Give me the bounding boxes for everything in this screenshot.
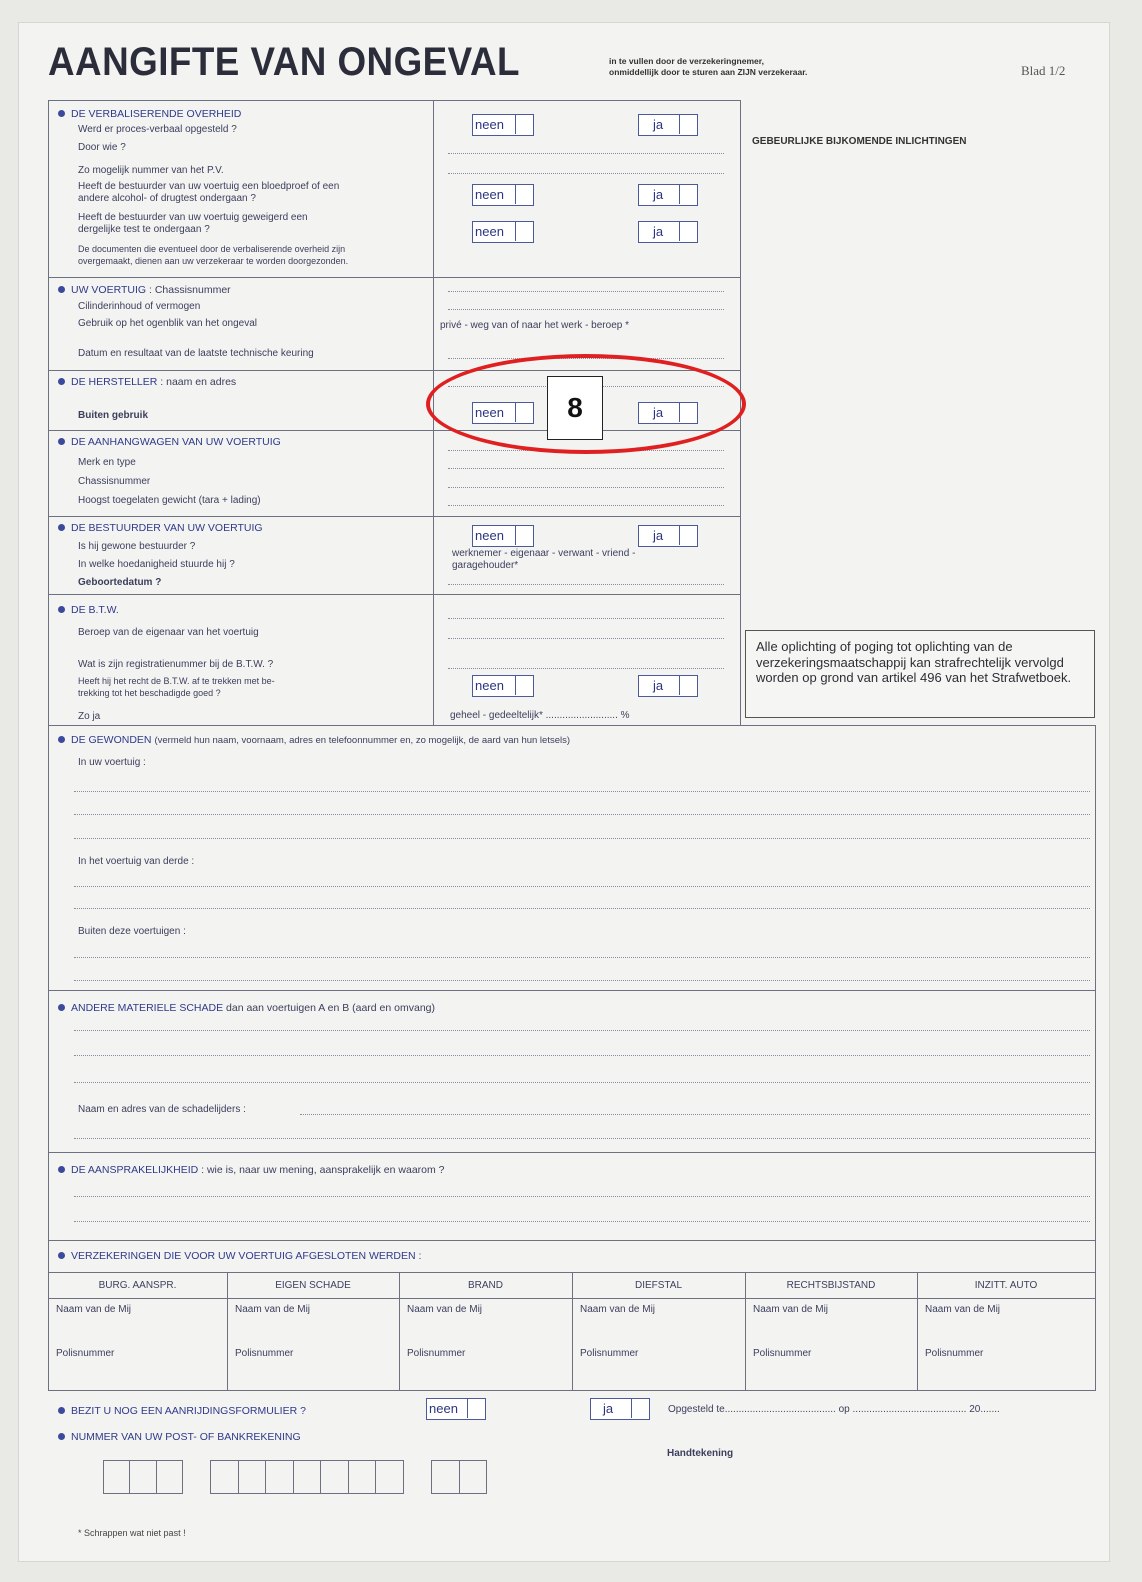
bloedproef-neen-checkbox[interactable]: neen: [472, 184, 534, 206]
q-voertuig-derde: In het voertuig van derde :: [78, 856, 195, 867]
geweigerd-neen-checkbox[interactable]: neen: [472, 221, 534, 243]
pv-ja-checkbox[interactable]: ja: [638, 114, 698, 136]
q-buiten-gebruik: Buiten gebruik: [78, 410, 149, 421]
q-gebruik: Gebruik op het ogenblik van het ongeval: [78, 318, 258, 329]
q-keuring: Datum en resultaat van de laatste technische keuring: [78, 348, 314, 359]
opgesteld-te: Opgesteld te........................................ op ......................................... 20.......: [668, 1404, 1000, 1415]
burg-policy-label: Polisnummer: [56, 1348, 115, 1359]
section-bestuurder-heading: DE BESTUURDER VAN UW VOERTUIG: [58, 522, 263, 534]
section-aansprakelijkheid-heading: DE AANSPRAKELIJKHEID : wie is, naar uw mening, aansprakelijk en waarom ?: [58, 1164, 445, 1176]
answer-gebruik: privé - weg van of naar het werk - beroep *: [440, 320, 629, 331]
additional-info-heading: GEBEURLIJKE BIJKOMENDE INLICHTINGEN: [752, 136, 967, 147]
account-digits-group-1[interactable]: [103, 1460, 183, 1494]
eigen-policy-label: Polisnummer: [235, 1348, 294, 1359]
btw-ja-checkbox[interactable]: ja: [638, 675, 698, 697]
geweigerd-ja-checkbox[interactable]: ja: [638, 221, 698, 243]
q-hoedanigheid: In welke hoedanigheid stuurde hij ?: [78, 559, 235, 570]
q-schadelijders: Naam en adres van de schadelijders :: [78, 1104, 246, 1115]
pv-neen-checkbox[interactable]: neen: [472, 114, 534, 136]
bestuurder-ja-checkbox[interactable]: ja: [638, 525, 698, 547]
form-instruction: in te vullen door de verzekeringnemer, onmiddellijk door te sturen aan ZIJN verzekeraar.: [609, 56, 808, 77]
burg-name-label: Naam van de Mij: [56, 1304, 132, 1315]
q-bloedproef-b: andere alcohol- of drugtest ondergaan ?: [78, 193, 256, 204]
section-aanhangwagen-heading: DE AANHANGWAGEN VAN UW VOERTUIG: [58, 436, 281, 448]
diefstal-policy-label: Polisnummer: [580, 1348, 639, 1359]
q-rekeningnummer: NUMMER VAN UW POST- OF BANKREKENING: [58, 1431, 301, 1443]
sheet-number: Blad 1/2: [1021, 63, 1066, 78]
q-bloedproef-a: Heeft de bestuurder van uw voertuig een bloedproef of een: [78, 181, 340, 192]
fraud-warning: Alle oplichting of poging tot oplichting van de verzekeringsmaatschappij kan strafrechtelijk vervolgd worden op grond van artikel 496 van het Strafwetboek.: [745, 630, 1095, 718]
inzitt-name-label: Naam van de Mij: [925, 1304, 1001, 1315]
answer-hoedanigheid-a: werknemer - eigenaar - verwant - vriend -: [452, 548, 636, 559]
bloedproef-ja-checkbox[interactable]: ja: [638, 184, 698, 206]
q-door-wie: Door wie ?: [78, 142, 126, 153]
q-documenten-b: overgemaakt, dienen aan uw verzekeraar te worden doorgezonden.: [78, 256, 349, 266]
section-verbaliserende-heading: DE VERBALISERENDE OVERHEID: [58, 108, 241, 120]
footnote: * Schrappen wat niet past !: [78, 1528, 186, 1538]
section-verzekeringen-heading: VERZEKERINGEN DIE VOOR UW VOERTUIG AFGESLOTEN WERDEN :: [58, 1250, 421, 1262]
rechts-policy-label: Polisnummer: [753, 1348, 812, 1359]
eigen-name-label: Naam van de Mij: [235, 1304, 311, 1315]
q-registratienummer: Wat is zijn registratienummer bij de B.T.W. ?: [78, 659, 274, 670]
answer-hoedanigheid-b: garagehouder*: [452, 560, 519, 571]
q-beroep: Beroep van de eigenaar van het voertuig: [78, 627, 259, 638]
q-aanrijdingsformulier: BEZIT U NOG EEN AANRIJDINGSFORMULIER ?: [58, 1405, 306, 1417]
q-geweigerd-a: Heeft de bestuurder van uw voertuig geweigerd een: [78, 212, 308, 223]
annotation-marker: 8: [547, 376, 603, 440]
q-gewicht: Hoogst toegelaten gewicht (tara + lading): [78, 495, 261, 506]
q-geboortedatum: Geboortedatum ?: [78, 577, 162, 588]
formulier-ja-checkbox[interactable]: ja: [590, 1398, 650, 1420]
q-cilinderinhoud: Cilinderinhoud of vermogen: [78, 301, 201, 312]
col-inzitt-auto: INZITT. AUTO: [974, 1280, 1038, 1291]
rechts-name-label: Naam van de Mij: [753, 1304, 829, 1315]
section-hersteller-heading: DE HERSTELLER : naam en adres: [58, 376, 236, 388]
col-rechtsbijstand: RECHTSBIJSTAND: [786, 1280, 876, 1291]
section-voertuig-heading: UW VOERTUIG : Chassisnummer: [58, 284, 231, 296]
q-gewone-bestuurder: Is hij gewone bestuurder ?: [78, 541, 196, 552]
q-geweigerd-b: dergelijke test te ondergaan ?: [78, 224, 210, 235]
buiten-gebruik-neen-checkbox[interactable]: neen: [472, 402, 534, 424]
col-eigen-schade: EIGEN SCHADE: [275, 1280, 351, 1291]
q-documenten-a: De documenten die eventueel door de verbaliserende overheid zijn: [78, 244, 346, 254]
q-aftrekken-a: Heeft hij het recht de B.T.W. af te trekken met be-: [78, 676, 275, 686]
section-btw-heading: DE B.T.W.: [58, 604, 119, 616]
q-proces-verbaal: Werd er proces-verbaal opgesteld ?: [78, 124, 237, 135]
btw-neen-checkbox[interactable]: neen: [472, 675, 534, 697]
q-chassisnummer: Chassisnummer: [78, 476, 151, 487]
form-title: AANGIFTE VAN ONGEVAL: [48, 40, 520, 84]
section-materiele-heading: ANDERE MATERIELE SCHADE dan aan voertuigen A en B (aard en omvang): [58, 1002, 435, 1014]
col-diefstal: DIEFSTAL: [634, 1280, 683, 1291]
inzitt-policy-label: Polisnummer: [925, 1348, 984, 1359]
q-in-uw-voertuig: In uw voertuig :: [78, 757, 146, 768]
account-digits-group-3[interactable]: [431, 1460, 487, 1494]
col-brand: BRAND: [467, 1280, 503, 1291]
q-zo-ja: Zo ja: [78, 711, 101, 722]
section-gewonden-heading: DE GEWONDEN (vermeld hun naam, voornaam, adres en telefoonnummer en, zo mogelijk, de aard van hun letsels): [58, 734, 570, 747]
signature-label: Handtekening: [667, 1448, 734, 1459]
q-aftrekken-b: trekking tot het beschadigde goed ?: [78, 688, 221, 698]
buiten-gebruik-ja-checkbox[interactable]: ja: [638, 402, 698, 424]
formulier-neen-checkbox[interactable]: neen: [426, 1398, 486, 1420]
diefstal-name-label: Naam van de Mij: [580, 1304, 656, 1315]
bestuurder-neen-checkbox[interactable]: neen: [472, 525, 534, 547]
answer-btw-percentage: geheel - gedeeltelijk* .......................... %: [450, 710, 630, 721]
q-pv-nummer: Zo mogelijk nummer van het P.V.: [78, 165, 224, 176]
brand-name-label: Naam van de Mij: [407, 1304, 483, 1315]
q-buiten-voertuigen: Buiten deze voertuigen :: [78, 926, 186, 937]
q-merk-type: Merk en type: [78, 457, 136, 468]
col-burg-aanspr: BURG. AANSPR.: [98, 1280, 177, 1291]
brand-policy-label: Polisnummer: [407, 1348, 466, 1359]
account-digits-group-2[interactable]: [210, 1460, 404, 1494]
